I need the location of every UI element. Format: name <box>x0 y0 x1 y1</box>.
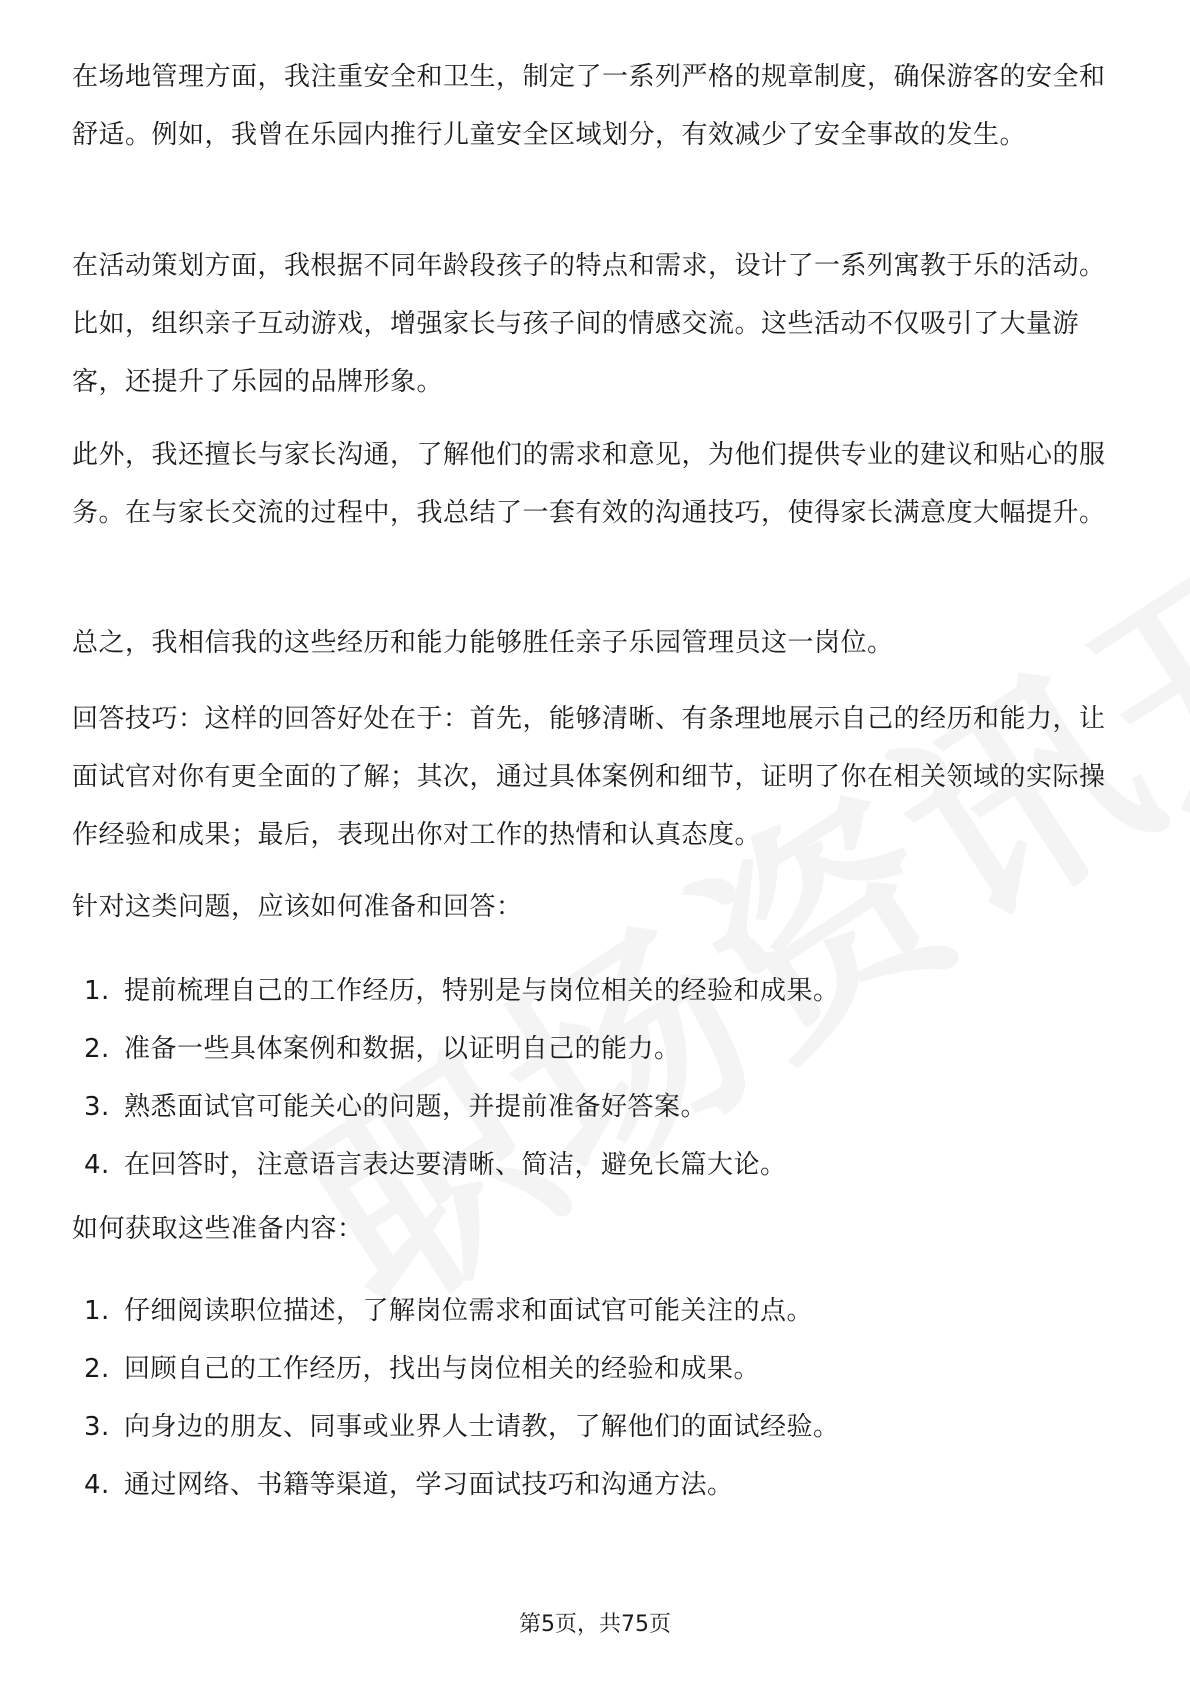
paragraph-answer-tips: 回答技巧：这样的回答好处在于：首先，能够清晰、有条理地展示自己的经历和能力，让面试官对你有更全面的了解；其次，通过具体案例和细节，证明了你在相关领域的实际操作经验和成果；最后，表现出你对工作的热情和认真态度。 <box>72 704 1106 850</box>
list-item <box>84 1282 1114 1340</box>
paragraph-venue-management: 在场地管理方面，我注重安全和卫生，制定了一系列严格的规章制度，确保游客的安全和舒适。例如，我曾在乐园内推行儿童安全区域划分，有效减少了安全事故的发生。 <box>72 62 1106 150</box>
list-item-number: 3. <box>84 1092 110 1122</box>
list-item-text: 回顾自己的工作经历，找出与岗位相关的经验和成果。 <box>124 1354 761 1384</box>
list-item-number: 2. <box>84 1354 110 1384</box>
list-item-text: 提前梳理自己的工作经历，特别是与岗位相关的经验和成果。 <box>124 976 840 1006</box>
list-item-number: 4. <box>84 1150 110 1180</box>
paragraph-conclusion: 总之，我相信我的这些经历和能力能够胜任亲子乐园管理员这一岗位。 <box>72 628 894 658</box>
list-item-number: 4. <box>84 1470 110 1500</box>
list-item <box>84 962 1114 1020</box>
list-item-number: 2. <box>84 1034 110 1064</box>
list-item <box>84 1456 1114 1514</box>
preparation-list <box>84 962 1114 1194</box>
list-item <box>84 1020 1114 1078</box>
list-item-text: 在回答时，注意语言表达要清晰、简洁，避免长篇大论。 <box>124 1150 787 1180</box>
obtain-list <box>84 1282 1114 1514</box>
paragraph-activity-planning: 在活动策划方面，我根据不同年龄段孩子的特点和需求，设计了一系列寓教于乐的活动。比如，组织亲子互动游戏，增强家长与孩子间的情感交流。这些活动不仅吸引了大量游客，还提升了乐园的品牌形象。 <box>72 251 1106 397</box>
heading-how-to-prepare: 针对这类问题，应该如何准备和回答： <box>72 892 523 922</box>
list-item-text: 通过网络、书籍等渠道，学习面试技巧和沟通方法。 <box>124 1470 734 1500</box>
list-item-text: 熟悉面试官可能关心的问题，并提前准备好答案。 <box>124 1092 708 1122</box>
paragraph-parent-communication: 此外，我还擅长与家长沟通，了解他们的需求和意见，为他们提供专业的建议和贴心的服务。在与家长交流的过程中，我总结了一套有效的沟通技巧，使得家长满意度大幅提升。 <box>72 440 1106 528</box>
list-item-text: 仔细阅读职位描述，了解岗位需求和面试官可能关注的点。 <box>124 1296 814 1326</box>
list-item-number: 3. <box>84 1412 110 1442</box>
heading-how-to-obtain: 如何获取这些准备内容： <box>72 1214 364 1244</box>
list-item-number: 1. <box>84 1296 110 1326</box>
list-item-number: 1. <box>84 976 110 1006</box>
list-item <box>84 1136 1114 1194</box>
page-number-footer: 第5页，共75页 <box>519 1612 671 1637</box>
list-item-text: 向身边的朋友、同事或业界人士请教，了解他们的面试经验。 <box>124 1412 840 1442</box>
list-item <box>84 1078 1114 1136</box>
list-item <box>84 1398 1114 1456</box>
list-item-text: 准备一些具体案例和数据，以证明自己的能力。 <box>124 1034 681 1064</box>
list-item <box>84 1340 1114 1398</box>
